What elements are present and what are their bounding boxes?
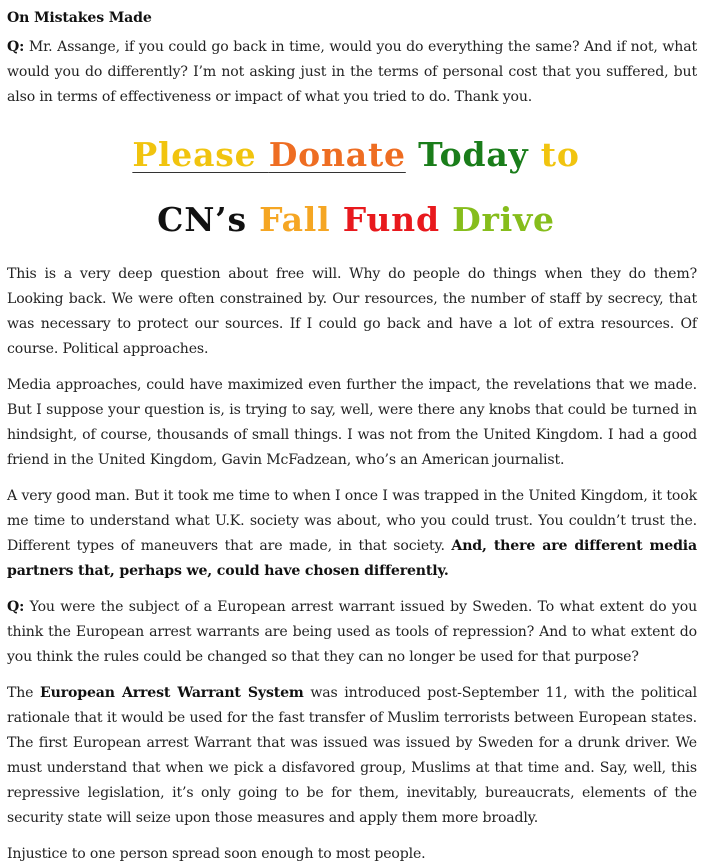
question-text-2: You were the subject of a European arrest warrant issued by Sweden. To what extent do you think the European arrest warrants are being used as tools of repression? And to what extent do you think the rules could be changed so that they can no longer be used for that purpose? (7, 599, 697, 665)
donation-banner-line-1[interactable] (15, 135, 697, 175)
answer-paragraph-5: Injustice to one person spread soon enough to most people. (7, 846, 426, 862)
banner-word-please[interactable]: Please (132, 135, 269, 174)
article-page (0, 5, 717, 866)
question-paragraph-2 (7, 595, 697, 670)
donation-banner[interactable] (15, 135, 697, 240)
donate-link[interactable] (132, 135, 405, 174)
answer-text: A very good man. But it took me time to when I once I was trapped in the United Kingdom, it took me time to understand what U.K. society was about, who you could trust. You couldn’t trust the. Different types of maneuvers that are made, in that society. (7, 488, 697, 554)
answer-text-body: was introduced post-September 11, with the political rationale that it would be used for the fast transfer of Muslim terrorists between European states. The first European arrest Warrant that was issued was issued by Sweden for a drunk driver. We must understand that when we pick a disfavored group, Muslims at that time and. Say, well, this repressive legislation, it’s only going to be for them, inevitably, bureaucrats, elements of the security state will seize upon those measures and apply them more broadly. (7, 685, 697, 826)
banner-word-today: Today (405, 135, 529, 174)
answer-paragraph-1: This is a very deep question about free will. Why do people do things when they do them? Looking back. We were often constrained by. Our resources, the number of staff by secrecy, that was necessary to protect our sources. If I could go back and have a lot of extra resources. Of course. Political approaches. (7, 266, 697, 357)
banner-word-drive: Drive (452, 200, 555, 239)
banner-word-fund: Fund (342, 200, 453, 239)
banner-word-fall: Fall (259, 200, 343, 239)
question-paragraph (7, 35, 697, 110)
bold-term: European Arrest Warrant System (40, 685, 304, 701)
question-text: Mr. Assange, if you could go back in time, would you do everything the same? And if not, what would you do differently? I’m not asking just in the terms of personal cost that you suffered, but also in terms of effectiveness or impact of what you tried to do. Thank you. (7, 39, 697, 105)
answer-paragraph-4 (7, 681, 697, 831)
banner-word-cns: CN’s (157, 200, 260, 239)
question-label: Q: (7, 39, 25, 55)
donation-banner-line-2 (15, 200, 697, 240)
bold-emphasis: And, there are different media partners that, perhaps we, could have chosen differently. (7, 538, 697, 579)
section-heading: On Mistakes Made (7, 10, 152, 26)
banner-word-donate[interactable]: Donate (268, 135, 406, 174)
answer-text-prefix: The (7, 685, 41, 701)
banner-word-to: to (528, 135, 580, 174)
question-label-2: Q: (7, 599, 25, 615)
answer-paragraph-2: Media approaches, could have maximized even further the impact, the revelations that we made. But I suppose your question is, is trying to say, well, were there any knobs that could be turned in hindsight, of course, thousands of small things. I was not from the United Kingdom. I had a good friend in the United Kingdom, Gavin McFadzean, who’s an American journalist. (7, 377, 697, 468)
answer-paragraph-3 (7, 484, 697, 584)
